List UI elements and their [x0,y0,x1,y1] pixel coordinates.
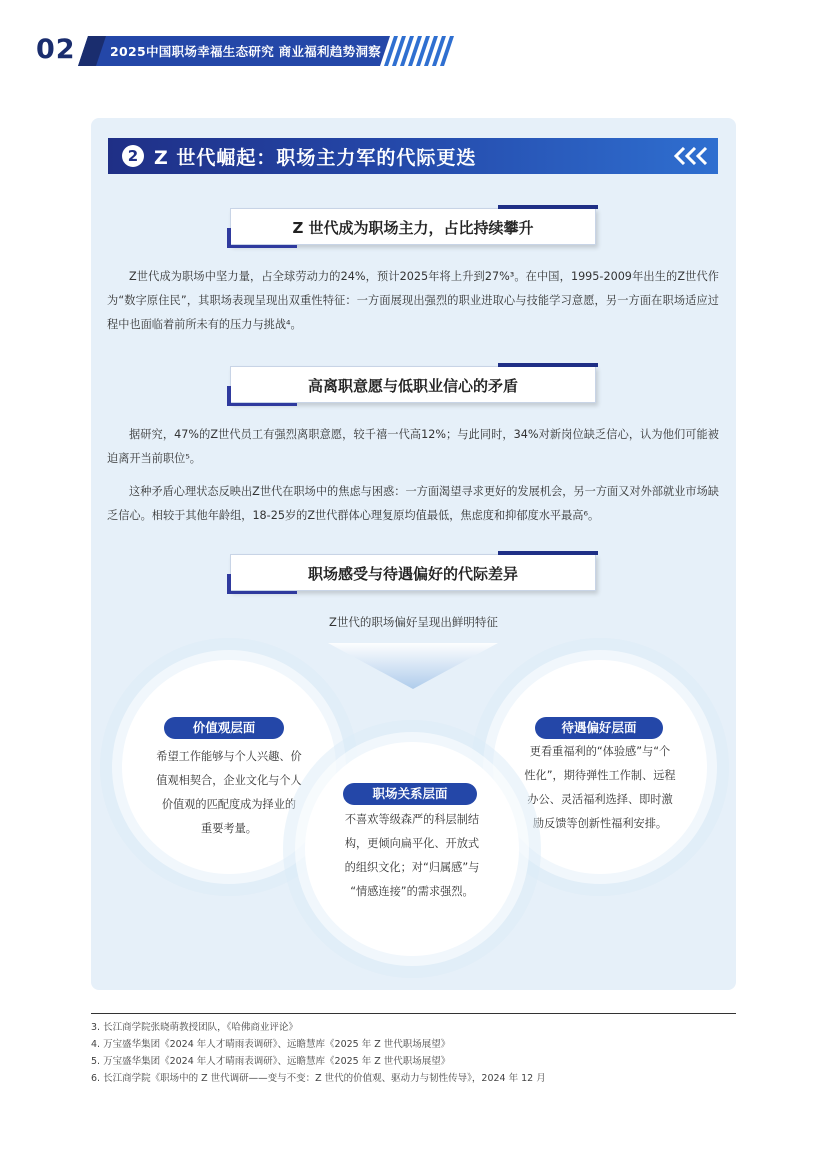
benefits-text: 更看重福利的“体验感”与“个 性化”，期待弹性工作制、远程 办公、灵活福利选择、即时激 励反馈等创新性福利安排。 [524,745,676,830]
relations-circle [305,742,519,956]
subsection-heading-text: Z 世代成为职场主力，占比持续攀升 [292,219,534,237]
subsection-heading-2 [230,366,596,403]
paragraph: 据研究，47%的Z世代员工有强烈离职意愿，较千禧一代高12%；与此同时，34%对新岗位缺乏信心，认为他们可能被迫离开当前职位⁵。 [107,428,719,465]
footnote: 5. 万宝盛华集团《2024 年人才晴雨表调研》、远瞻慧库《2025 年 Z 世代职场展望》 [91,1056,451,1067]
paragraph: 这种矛盾心理状态反映出Z世代在职场中的焦虑与困惑：一方面渴望寻求更好的发展机会，另一方面又对外部就业市场缺乏信心。相较于其他年龄组，18-25岁的Z世代群体心理复原均值最低，焦虑度和抑郁度水平最高⁶。 [107,485,719,522]
subsection-heading-text: 高离职意愿与低职业信心的矛盾 [307,377,518,395]
funnel-arrow-decoration [328,643,498,689]
subsection-heading-1 [230,208,596,245]
paragraph: Z世代成为职场中坚力量，占全球劳动力的24%，预计2025年将上升到27%³。在中国，1995-2009年出生的Z世代作为“数字原住民”，其职场表现呈现出双重性特征：一方面展现出强烈的职业进取心与技能学习意愿，另一方面在职场适应过程中也面临着前所未有的压力与挑战⁴。 [107,270,719,331]
triple-chevron-left-icon [674,147,712,165]
footnote-divider [91,1013,736,1014]
values-label: 价值观层面 [164,717,284,739]
benefits-circle [493,660,707,874]
footnote: 3. 长江商学院张晓萌教授团队，《哈佛商业评论》 [91,1022,298,1033]
section-banner [108,138,718,174]
footnotes [91,1019,546,1087]
subsection-heading-3 [230,554,596,591]
relations-label: 职场关系层面 [343,783,477,805]
section-number-badge: 2 [122,145,144,167]
subsection-heading-text: 职场感受与待遇偏好的代际差异 [307,565,518,583]
benefits-label: 待遇偏好层面 [535,717,663,739]
values-text: 希望工作能够与个人兴趣、价 值观相契合，企业文化与个人 价值观的匹配度成为择业的 重要考量。 [156,750,302,835]
section-title: Z 世代崛起：职场主力军的代际更迭 [154,147,477,169]
footnote: 4. 万宝盛华集团《2024 年人才晴雨表调研》、远瞻慧库《2025 年 Z 世代职场展望》 [91,1039,451,1050]
header-hatch-decoration [384,36,464,66]
page-number: 02 [36,34,76,65]
footnote: 6. 长江商学院《职场中的 Z 世代调研——变与不变：Z 世代的价值观、驱动力与韧性传导》，2024 年 12 月 [91,1073,546,1084]
values-circle [122,660,336,874]
lead-text: Z世代的职场偏好呈现出鲜明特征 [329,615,498,629]
header-title: 2025中国职场幸福生态研究 商业福利趋势洞察 [110,44,382,59]
relations-text: 不喜欢等级森严的科层制结 构，更倾向扁平化、开放式 的组织文化；对“归属感”与 “情感连接”的需求强烈。 [344,813,480,898]
